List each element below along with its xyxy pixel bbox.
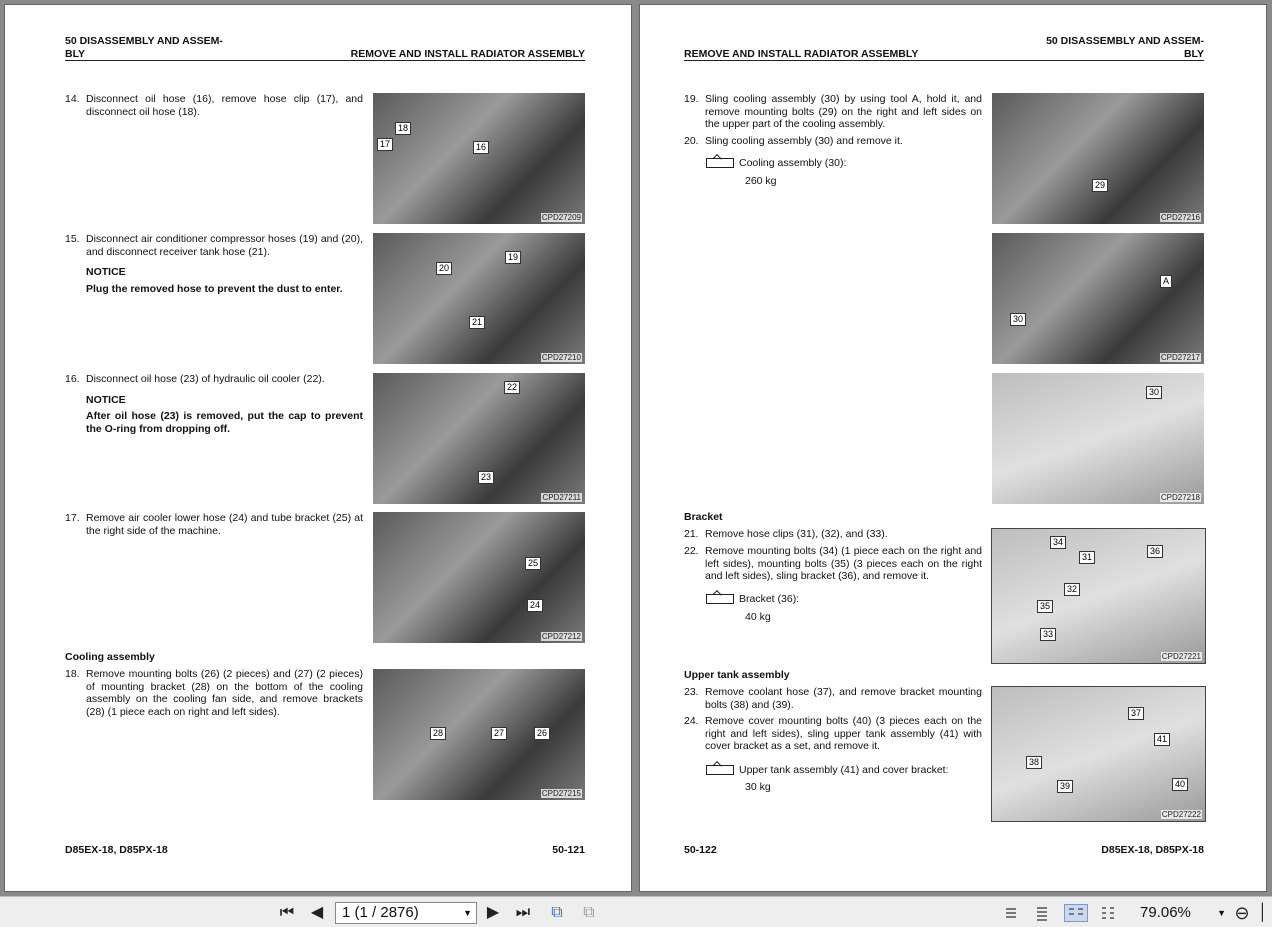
page-header bbox=[684, 31, 1204, 61]
header-title: REMOVE AND INSTALL RADIATOR ASSEMBLY bbox=[350, 48, 585, 60]
weight-icon bbox=[706, 765, 734, 775]
notice-text: After oil hose (23) is removed, put the cap to prevent the O-ring from dropping off. bbox=[86, 410, 363, 435]
figure-CPD27217: A 30 CPD27217 bbox=[992, 233, 1204, 364]
last-page-icon[interactable]: ⏭ bbox=[515, 904, 531, 921]
next-view-icon[interactable]: ⧉ bbox=[583, 904, 595, 921]
figure-CPD27216: 29 CPD27216 bbox=[992, 93, 1204, 224]
continuous-facing-view-icon[interactable] bbox=[1097, 904, 1119, 922]
more-icon[interactable]: │ bbox=[1258, 904, 1268, 921]
figure-CPD27210: 19 20 21 CPD27210 bbox=[373, 233, 585, 364]
figure-CPD27211: 22 23 CPD27211 bbox=[373, 373, 585, 504]
notice-label: NOTICE bbox=[86, 393, 126, 406]
weight-value: 40 kg bbox=[745, 611, 771, 623]
section-heading-bracket: Bracket bbox=[684, 511, 723, 523]
left-page: 50 DISASSEMBLY AND ASSEM- BLY REMOVE AND INSTALL RADIATOR ASSEMBLY 14. Disconnect oil hose (16), remove hose clip (17), and disconnect oil hose (18). 18 17 16 CPD27209 15. Disconnect air conditioner compressor hoses (19) and (20), and disconnect receiver tank hose (21). NOTICE Plug the removed hose to prevent the dust to enter. 19 20 21 CPD27210 16. Disconnect oil hose (23) of hydraulic oil cooler (22). NOTICE After oil hose (23) is removed, put the cap to prevent the O-ring from dropping off. 22 23 CPD27211 17. Remove air cooler lower hose (24) and tube bracket (25) at the right side of the machine. 25 24 CPD27212 Cooling assembly 18. Remove mounting bolts (26) (2 pieces) and (27) (2 pieces) of mounting bracket (28) on the bottom of the cooling assembly on the cooling fan side, and remove brackets (28) (1 piece each on right and left sides). 28 27 26 CPD27215 D85EX-18, D85PX-18 50-121 bbox=[4, 4, 632, 892]
first-page-icon[interactable]: ⏮ bbox=[279, 904, 295, 921]
page-number-field[interactable]: 1 (1 / 2876) ▼ bbox=[335, 902, 477, 924]
weight-value: 260 kg bbox=[745, 175, 777, 187]
next-page-icon[interactable]: ▶ bbox=[486, 904, 500, 921]
right-page: REMOVE AND INSTALL RADIATOR ASSEMBLY 50 DISASSEMBLY AND ASSEM- BLY 19. Sling cooling assembly (30) by using tool A, hold it, and remove mounting bolts (29) on the right and left sides on the upper part of the cooling assembly. 20. Sling cooling assembly (30) and remove it. Cooling assembly (30): 260 kg 29 CPD27216 A 30 CPD27217 30 CPD27218 Bracket 21. Remove hose clips (31), (32), and (33). 22. Remove mounting bolts (34) (1 piece each on the right and left sides), mounting bolts (35) (3 pieces each on the right and left sides), sling bracket (36), and remove it. Bracket (36): 40 kg 34 31 36 32 35 33 CPD27221 Upper tank assembly 23. Remove coolant hose (37), and remove bracket mounting bolts (38) and (39). 24. Remove cover mounting bolts (40) (3 pieces each on the right and left sides), sling upper tank assembly (41) with cover bracket as a set, and remove it. Upper tank assembly (41) and cover bracket: 30 kg 37 41 38 39 40 CPD27222 50-122 D85EX-18, D85PX-18 bbox=[639, 4, 1267, 892]
notice-label: NOTICE bbox=[86, 266, 126, 279]
continuous-view-icon[interactable] bbox=[1032, 904, 1052, 922]
header-chapter: 50 DISASSEMBLY AND ASSEM- BLY bbox=[65, 35, 223, 60]
figure-CPD27215: 28 27 26 CPD27215 bbox=[373, 669, 585, 800]
weight-value: 30 kg bbox=[745, 781, 771, 793]
previous-view-icon[interactable]: ⧉ bbox=[551, 904, 563, 921]
header-title: REMOVE AND INSTALL RADIATOR ASSEMBLY bbox=[684, 48, 919, 60]
single-page-view-icon[interactable] bbox=[1001, 904, 1021, 922]
figure-CPD27212: 25 24 CPD27212 bbox=[373, 512, 585, 643]
figure-CPD27221: 34 31 36 32 35 33 CPD27221 bbox=[991, 528, 1206, 664]
header-chapter: 50 DISASSEMBLY AND ASSEM- BLY bbox=[1046, 35, 1204, 60]
zoom-out-icon[interactable]: ⊖ bbox=[1234, 903, 1250, 923]
figure-CPD27218: 30 CPD27218 bbox=[992, 373, 1204, 504]
notice-text: Plug the removed hose to prevent the dust to enter. bbox=[86, 282, 343, 295]
chevron-down-icon[interactable]: ▼ bbox=[1217, 908, 1226, 918]
weight-icon bbox=[706, 158, 734, 168]
page-header bbox=[65, 31, 585, 61]
zoom-select[interactable]: 79.06% ▼ bbox=[1140, 902, 1230, 924]
weight-bracket: Bracket (36): bbox=[706, 593, 799, 606]
figure-CPD27209: 18 17 16 CPD27209 bbox=[373, 93, 585, 224]
section-heading-cooling: Cooling assembly bbox=[65, 651, 155, 663]
viewer-toolbar bbox=[0, 896, 1272, 927]
weight-cooling-assembly: Cooling assembly (30): bbox=[706, 157, 846, 170]
prev-page-icon[interactable]: ◀ bbox=[310, 904, 324, 921]
chevron-down-icon[interactable]: ▼ bbox=[463, 908, 472, 918]
section-heading-upper-tank: Upper tank assembly bbox=[684, 669, 790, 681]
facing-pages-view-icon[interactable] bbox=[1064, 904, 1088, 922]
figure-CPD27222: 37 41 38 39 40 CPD27222 bbox=[991, 686, 1206, 822]
weight-upper-tank: Upper tank assembly (41) and cover bracket: bbox=[706, 764, 949, 777]
weight-icon bbox=[706, 594, 734, 604]
